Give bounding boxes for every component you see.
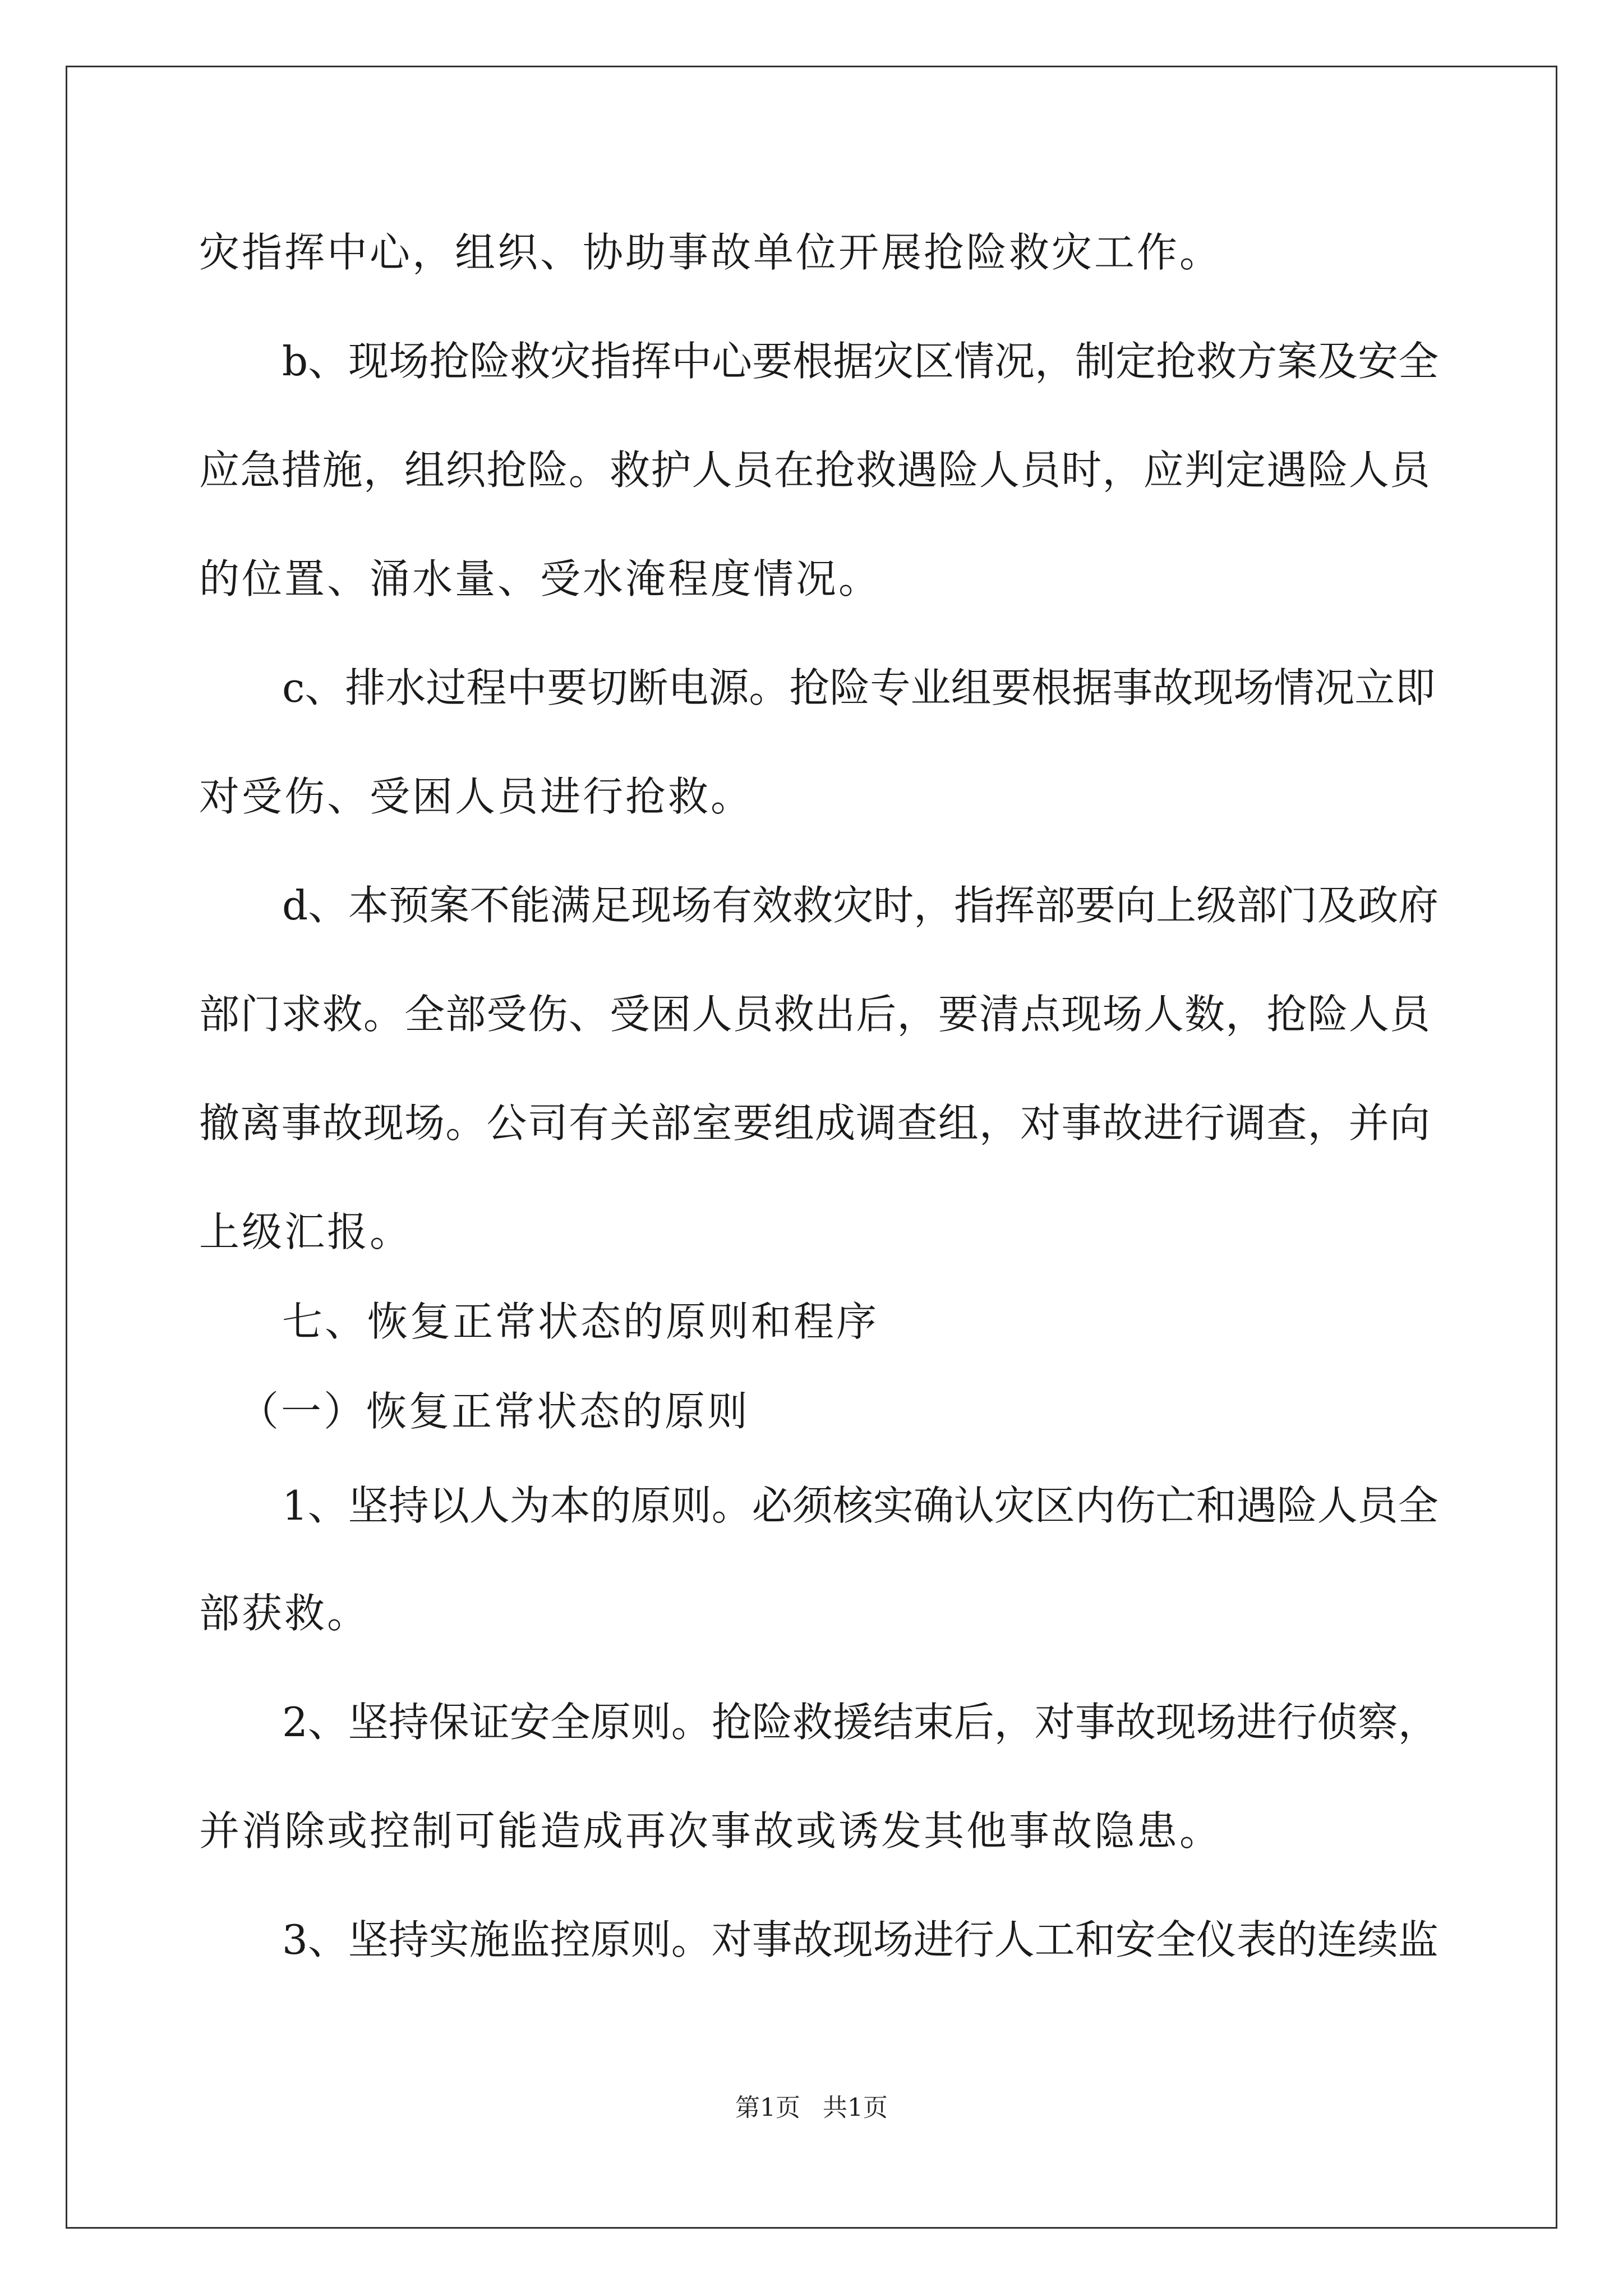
paragraph-line: 应急措施，组织抢险。救护人员在抢救遇险人员时，应判定遇险人员 <box>199 447 1430 494</box>
paragraph-line: 对受伤、受困人员进行抢救。 <box>199 773 754 820</box>
paragraph-line: 3、坚持实施监控原则。对事故现场进行人工和安全仪表的连续监 <box>282 1916 1438 1963</box>
paragraph-line: 部门求救。全部受伤、受困人员救出后，要清点现场人数，抢险人员 <box>199 991 1430 1038</box>
paragraph-line: c、排水过程中要切断电源。抢险专业组要根据事故现场情况立即 <box>282 664 1436 711</box>
paragraph-line: 的位置、涌水量、受水淹程度情况。 <box>199 555 882 602</box>
paragraph-line: d、本预案不能满足现场有效救灾时，指挥部要向上级部门及政府 <box>282 882 1439 929</box>
section-heading: 七、恢复正常状态的原则和程序 <box>282 1298 879 1345</box>
page-total: 共1页 <box>823 2093 888 2122</box>
paragraph-line: 撤离事故现场。公司有关部室要组成调查组，对事故进行调查，并向 <box>199 1099 1430 1147</box>
paragraph-line: b、现场抢险救灾指挥中心要根据灾区情况，制定抢救方案及安全 <box>282 338 1439 385</box>
paragraph-line: 上级汇报。 <box>199 1208 413 1255</box>
paragraph-line: 部获救。 <box>199 1590 370 1637</box>
paragraph-line: 1、坚持以人为本的原则。必须核实确认灾区内伤亡和遇险人员全 <box>282 1482 1438 1529</box>
paragraph-line: 并消除或控制可能造成再次事故或诱发其他事故隐患。 <box>199 1807 1223 1855</box>
paragraph-line: 2、坚持保证安全原则。抢险救援结束后，对事故现场进行侦察， <box>282 1699 1438 1746</box>
page-number: 第1页 <box>735 2093 800 2122</box>
page-footer <box>0 2092 1623 2124</box>
paragraph-line: 灾指挥中心，组织、协助事故单位开展抢险救灾工作。 <box>199 229 1223 276</box>
subsection-heading: （一）恢复正常状态的原则 <box>238 1388 750 1435</box>
